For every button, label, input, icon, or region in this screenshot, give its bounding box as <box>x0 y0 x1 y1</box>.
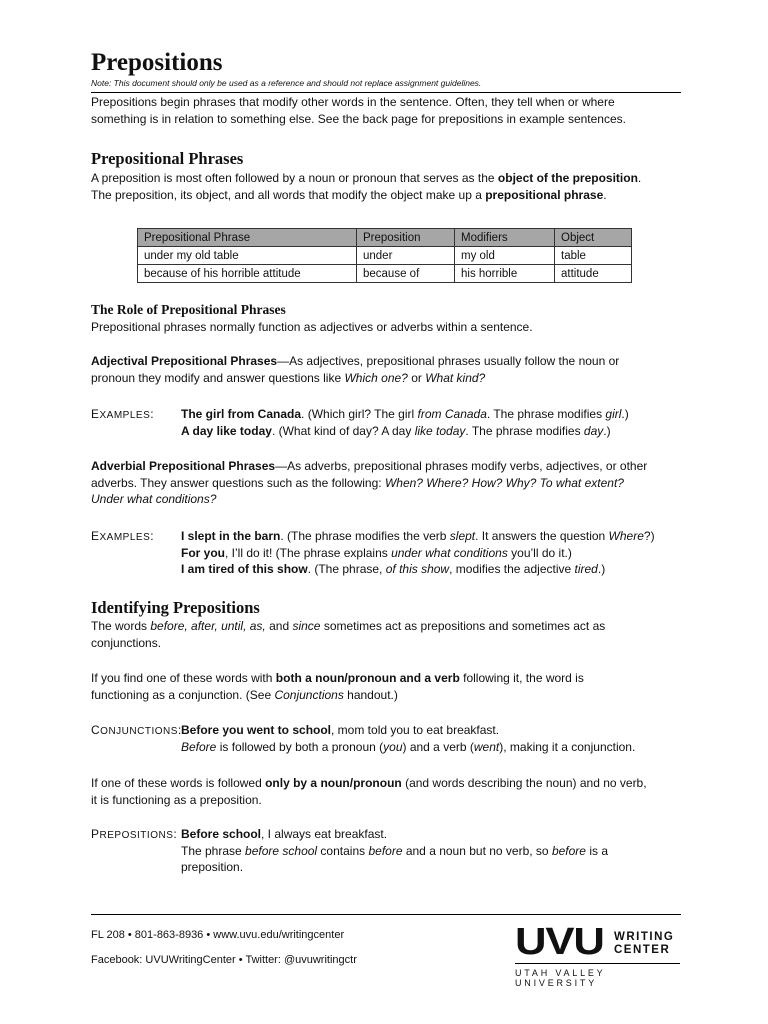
heading-prepositional-phrases: Prepositional Phrases <box>91 149 244 168</box>
column-header: Modifiers <box>455 229 555 247</box>
adjectival-examples: The girl from Canada. (Which girl? The girl from Canada. The phrase modifies girl.) A day like today. (What kind of day? A day like today. The phrase modifies day.) <box>181 407 629 438</box>
table-row <box>138 265 632 283</box>
conjunction-rule-paragraph: If you find one of these words with both a noun/pronoun and a verb following it, the word is functioning as a conjunction. (See Conjunctions handout.) <box>91 671 584 702</box>
phrase-table <box>137 228 632 283</box>
intro-paragraph: Prepositions begin phrases that modify other words in the sentence. Often, they tell when or where something is in relation to something else. See the back page for prepositions in example sentences. <box>91 95 626 126</box>
prepositions-label: PREPOSITIONS: <box>91 827 178 841</box>
identifying-paragraph: The words before, after, until, as, and since sometimes act as prepositions and sometimes act as conjunctions. <box>91 619 606 650</box>
footer-contact: FL 208 • 801-863-8936 • www.uvu.edu/writingcenter <box>91 929 345 941</box>
logo-divider <box>515 963 680 964</box>
page-title: Prepositions <box>91 49 223 76</box>
logo-writing-center: WRITING CENTER <box>614 931 675 956</box>
role-paragraph: Prepositional phrases normally function as adjectives or adverbs within a sentence. <box>91 320 533 334</box>
examples-label: EXAMPLES: <box>91 407 155 421</box>
column-header: Preposition <box>357 229 455 247</box>
table-cell: attitude <box>555 265 632 283</box>
table-cell: his horrible <box>455 265 555 283</box>
logo-uvu: UVU <box>515 921 604 963</box>
table-header-row <box>138 229 632 247</box>
conjunction-examples: Before you went to school, mom told you to eat breakfast. Before is followed by both a pronoun (you) and a verb (went), making it a conjunction. <box>181 723 636 754</box>
usage-note: Note: This document should only be used as a reference and should not replace assignment guidelines. <box>91 78 482 88</box>
prepositional-phrases-paragraph: A preposition is most often followed by a noun or pronoun that serves as the object of the preposition. The preposition, its object, and all words that modify the object make up a prepositional phrase. <box>91 171 642 202</box>
table-cell: under my old table <box>138 247 357 265</box>
table-cell: because of his horrible attitude <box>138 265 357 283</box>
uvu-writing-center-logo <box>515 921 685 988</box>
title-rule <box>91 92 681 93</box>
heading-identifying: Identifying Prepositions <box>91 598 260 617</box>
preposition-examples: Before school, I always eat breakfast. The phrase before school contains before and a noun but no verb, so before is a preposition. <box>181 827 608 874</box>
table-row <box>138 247 632 265</box>
preposition-rule-paragraph: If one of these words is followed only by a noun/pronoun (and words describing the noun) and no verb, it is functioning as a preposition. <box>91 776 647 807</box>
heading-role: The Role of Prepositional Phrases <box>91 302 286 317</box>
column-header: Prepositional Phrase <box>138 229 357 247</box>
examples-label: EXAMPLES: <box>91 529 155 543</box>
table-cell: under <box>357 247 455 265</box>
footer-social: Facebook: UVUWritingCenter • Twitter: @uvuwritingctr <box>91 954 357 966</box>
table-cell: because of <box>357 265 455 283</box>
column-header: Object <box>555 229 632 247</box>
table-cell: table <box>555 247 632 265</box>
footer-rule <box>91 914 681 915</box>
table-cell: my old <box>455 247 555 265</box>
logo-university: UTAH VALLEY UNIVERSITY <box>515 968 606 988</box>
adjectival-paragraph: Adjectival Prepositional Phrases—As adjectives, prepositional phrases usually follow the noun or pronoun they modify and answer questions like Which one? or What kind? <box>91 354 620 385</box>
adverbial-examples: I slept in the barn. (The phrase modifies the verb slept. It answers the question Where?) For you, I’ll do it! (The phrase explains under what conditions you’ll do it.) I am tired of this show. (The phrase, of this show, modifies the adjective tired.) <box>181 529 655 576</box>
conjunctions-label: CONJUNCTIONS: <box>91 723 182 737</box>
adverbial-paragraph: Adverbial Prepositional Phrases—As adverbs, prepositional phrases modify verbs, adjectives, or other adverbs. They answer questions such as the following: When? Where? How? Why? To what extent? Under what conditions? <box>91 459 648 506</box>
